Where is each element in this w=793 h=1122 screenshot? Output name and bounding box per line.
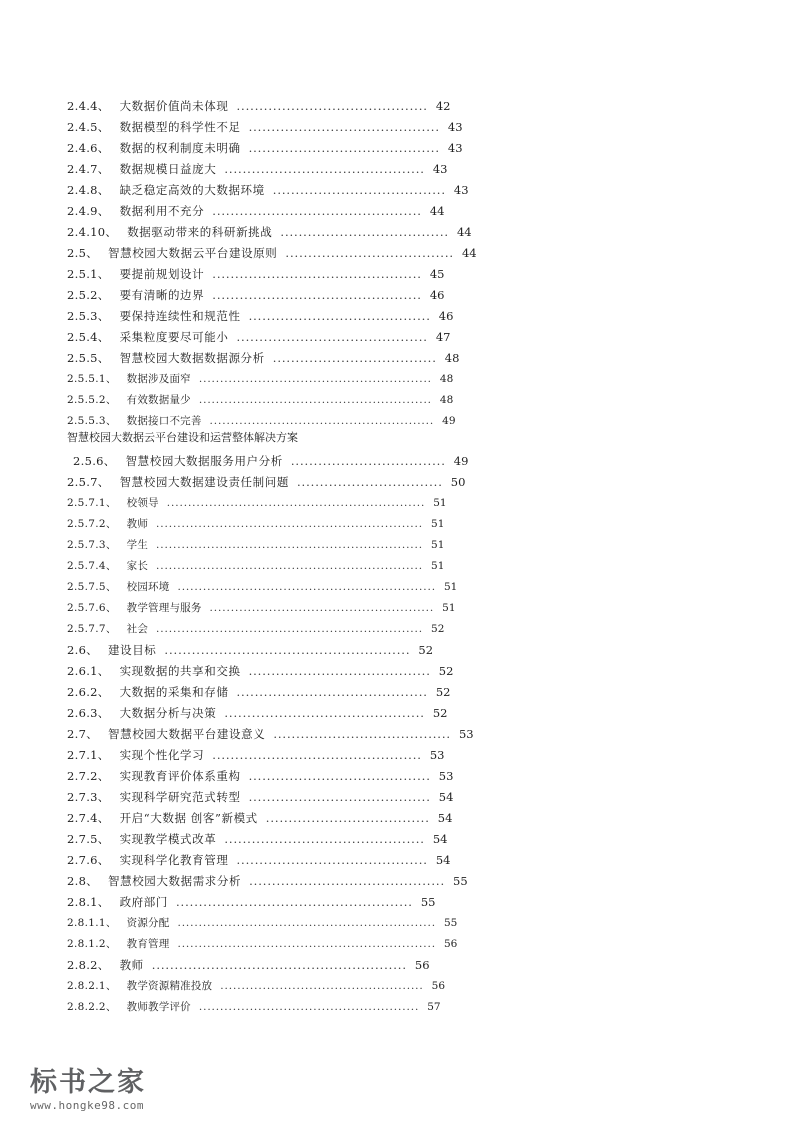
running-header: 智慧校园大数据云平台建设和运营整体解决方案 — [67, 431, 298, 444]
toc-entry-page: 46 — [429, 288, 445, 302]
toc-entry-number: 2.4.9、 — [67, 204, 110, 218]
toc-entry-page: 43 — [447, 141, 463, 155]
toc-entry-leader-dots: ..................................... — [285, 246, 454, 260]
toc-entry-title: 校领导 — [126, 497, 159, 509]
toc-entry[interactable] — [67, 201, 444, 221]
toc-entry-page: 42 — [435, 99, 451, 113]
toc-entry-title: 教学资源精准投放 — [126, 980, 213, 992]
toc-entry-leader-dots: ............................................ — [224, 832, 425, 846]
toc-entry-number: 2.8.2、 — [67, 958, 110, 972]
toc-entry-page: 52 — [438, 664, 454, 678]
toc-entry-leader-dots: ..................................... — [280, 225, 449, 239]
toc-entry-page: 51 — [443, 581, 458, 593]
toc-entry-leader-dots: .......................................... — [236, 685, 428, 699]
toc-entry-page: 51 — [442, 602, 456, 614]
toc-entry-number: 2.4.6、 — [67, 141, 110, 155]
toc-entry[interactable] — [67, 766, 453, 786]
toc-entry-number: 2.5.5、 — [67, 351, 110, 365]
toc-entry-number: 2.8.2.1、 — [67, 980, 117, 992]
toc-entry[interactable] — [67, 327, 450, 347]
toc-entry-page: 50 — [450, 475, 466, 489]
toc-entry[interactable] — [67, 285, 444, 305]
toc-entry-leader-dots: ........................................ — [248, 309, 431, 323]
toc-entry-number: 2.4.4、 — [67, 99, 110, 113]
toc-entry[interactable] — [67, 787, 453, 807]
toc-entry-title: 实现教学模式改革 — [119, 832, 217, 846]
toc-entry-title: 教学管理与服务 — [126, 602, 202, 614]
toc-entry[interactable] — [67, 243, 477, 263]
toc-entry-leader-dots: ....................................................... — [198, 373, 432, 385]
toc-entry-page: 52 — [432, 706, 448, 720]
toc-entry[interactable] — [67, 306, 453, 326]
toc-entry-leader-dots: ............................................ — [224, 706, 425, 720]
toc-entry[interactable] — [67, 745, 444, 765]
toc-entry-leader-dots: .................................. — [290, 454, 446, 468]
toc-entry-number: 2.5.7、 — [67, 475, 110, 489]
toc-entry-title: 社会 — [126, 623, 149, 635]
toc-entry[interactable] — [67, 159, 447, 179]
toc-entry-title: 政府部门 — [119, 895, 168, 909]
toc-entry-leader-dots: .................................................... — [198, 1001, 420, 1013]
watermark-logo — [30, 1066, 190, 1116]
toc-entry-page: 55 — [453, 874, 468, 888]
toc-entry-number: 2.5、 — [67, 246, 98, 260]
toc-entry-leader-dots: ........................................ — [248, 769, 431, 783]
toc-entry-title: 数据模型的科学性不足 — [119, 120, 241, 134]
toc-entry[interactable] — [67, 348, 459, 368]
toc-entry-title: 开启“大数据 创客”新模式 — [119, 811, 258, 825]
toc-entry-page: 57 — [427, 1001, 441, 1013]
toc-entry-title: 数据接口不完善 — [126, 415, 202, 427]
toc-entry-leader-dots: .............................................. — [212, 204, 422, 218]
toc-entry-page: 53 — [429, 748, 445, 762]
toc-entry-title: 要有清晰的边界 — [119, 288, 205, 302]
toc-entry-number: 2.8.1.2、 — [67, 938, 117, 950]
toc-entry-number: 2.8.1.1、 — [67, 917, 117, 929]
toc-entry-title: 大数据分析与决策 — [119, 706, 217, 720]
toc-entry-title: 教育管理 — [126, 938, 170, 950]
toc-entry[interactable] — [67, 390, 453, 410]
toc-entry-page: 55 — [420, 895, 436, 909]
toc-entry-page: 54 — [438, 790, 454, 804]
toc-entry-leader-dots: .................................... — [265, 811, 430, 825]
toc-entry[interactable] — [67, 976, 445, 996]
toc-entry[interactable] — [67, 535, 444, 555]
toc-entry-title: 缺乏稳定高效的大数据环境 — [119, 183, 265, 197]
toc-entry[interactable] — [67, 955, 430, 975]
toc-entry-number: 2.4.8、 — [67, 183, 110, 197]
toc-entry[interactable] — [67, 661, 453, 681]
toc-entry-leader-dots: ................................ — [296, 475, 443, 489]
toc-entry[interactable] — [67, 96, 450, 116]
toc-entry-title: 教师 — [119, 958, 144, 972]
toc-entry-page: 56 — [443, 938, 458, 950]
toc-entry-number: 2.5.7.1、 — [67, 497, 117, 509]
toc-entry-page: 44 — [456, 225, 472, 239]
toc-entry-number: 2.5.7.6、 — [67, 602, 117, 614]
toc-entry-page: 51 — [433, 497, 447, 509]
toc-entry-title: 实现教育评价体系重构 — [119, 769, 241, 783]
toc-entry-leader-dots: ........................................ — [248, 664, 431, 678]
toc-entry-leader-dots: .............................................. — [212, 288, 422, 302]
toc-entry-number: 2.7.4、 — [67, 811, 110, 825]
toc-entry-title: 教师 — [126, 518, 149, 530]
toc-entry-title: 实现科学研究范式转型 — [119, 790, 241, 804]
toc-entry-page: 45 — [429, 267, 445, 281]
toc-entry-title: 智慧校园大数据平台建设意义 — [108, 727, 266, 741]
toc-entry-leader-dots: ............................................................. — [177, 938, 436, 950]
toc-entry-leader-dots: ............................................................. — [166, 497, 426, 509]
toc-entry-title: 有效数据量少 — [126, 394, 191, 406]
toc-entry-leader-dots: ..................................................... — [209, 415, 435, 427]
toc-entry-page: 52 — [431, 623, 445, 635]
logo-text: 标书之家 — [30, 1067, 146, 1098]
toc-entry-leader-dots: ....................................... — [273, 727, 451, 741]
toc-entry-title: 智慧校园大数据建设责任制问题 — [119, 475, 289, 489]
toc-entry[interactable] — [67, 892, 436, 912]
toc-entry-title: 要保持连续性和规范性 — [119, 309, 241, 323]
toc-entry-number: 2.5.4、 — [67, 330, 110, 344]
toc-entry-page: 52 — [418, 643, 434, 657]
toc-entry-page: 51 — [431, 560, 445, 572]
toc-entry-leader-dots: ............................................................... — [156, 518, 424, 530]
toc-entry-number: 2.8.2.2、 — [67, 1001, 117, 1013]
toc-entry-page: 54 — [432, 832, 448, 846]
toc-entry[interactable] — [67, 138, 463, 158]
toc-entry-number: 2.5.6、 — [73, 454, 116, 468]
toc-entry-number: 2.8.1、 — [67, 895, 110, 909]
toc-entry-page: 49 — [442, 415, 456, 427]
toc-entry-leader-dots: .......................................... — [248, 141, 440, 155]
toc-entry-leader-dots: .......................................... — [236, 853, 428, 867]
toc-entry-page: 56 — [431, 980, 446, 992]
toc-entry-title: 建设目标 — [108, 643, 157, 657]
toc-entry-number: 2.6.3、 — [67, 706, 110, 720]
toc-entry[interactable] — [67, 619, 444, 639]
toc-entry-leader-dots: .............................................. — [212, 748, 422, 762]
toc-entry-leader-dots: ................................................ — [220, 980, 424, 992]
toc-entry-title: 实现科学化教育管理 — [119, 853, 229, 867]
toc-entry-leader-dots: ...................................... — [272, 183, 446, 197]
toc-entry[interactable] — [67, 640, 433, 660]
toc-entry-number: 2.5.7.3、 — [67, 539, 117, 551]
toc-entry-page: 48 — [439, 394, 454, 406]
toc-entry-leader-dots: .......................................... — [236, 330, 428, 344]
toc-entry-page: 46 — [438, 309, 454, 323]
toc-entry-page: 47 — [435, 330, 451, 344]
toc-entry[interactable] — [67, 913, 457, 933]
toc-entry-page: 43 — [432, 162, 448, 176]
toc-entry-page: 51 — [431, 539, 445, 551]
toc-entry-page: 53 — [438, 769, 454, 783]
toc-entry-leader-dots: ........................................ — [248, 790, 431, 804]
toc-entry-page: 43 — [453, 183, 469, 197]
toc-entry-page: 51 — [431, 518, 445, 530]
toc-entry-number: 2.5.5.1、 — [67, 373, 117, 385]
toc-entry-number: 2.8、 — [67, 874, 98, 888]
toc-entry[interactable] — [67, 556, 444, 576]
toc-entry-leader-dots: ............................................ — [224, 162, 425, 176]
toc-entry-number: 2.7.2、 — [67, 769, 110, 783]
toc-entry[interactable] — [67, 934, 457, 954]
toc-entry[interactable] — [67, 180, 469, 200]
toc-entry-page: 54 — [435, 853, 451, 867]
toc-entry-leader-dots: ...................................................... — [164, 643, 411, 657]
toc-entry-leader-dots: ............................................................... — [156, 623, 424, 635]
toc-entry-number: 2.7.1、 — [67, 748, 110, 762]
toc-entry-title: 家长 — [126, 560, 149, 572]
toc-entry-leader-dots: ............................................................... — [156, 560, 424, 572]
toc-entry[interactable] — [67, 264, 444, 284]
toc-entry-title: 数据规模日益庞大 — [119, 162, 217, 176]
toc-entry-page: 54 — [437, 811, 453, 825]
toc-entry-number: 2.4.10、 — [67, 225, 118, 239]
toc-entry-number: 2.4.7、 — [67, 162, 110, 176]
toc-entry[interactable] — [67, 577, 457, 597]
toc-entry[interactable] — [67, 703, 447, 723]
toc-entry-leader-dots: ..................................................... — [209, 602, 435, 614]
toc-entry[interactable] — [67, 871, 468, 891]
toc-entry[interactable] — [67, 850, 450, 870]
toc-entry-title: 校园环境 — [126, 581, 170, 593]
toc-entry-page: 48 — [444, 351, 460, 365]
toc-entry-title: 要提前规划设计 — [119, 267, 205, 281]
toc-entry[interactable] — [67, 472, 465, 492]
toc-entry-title: 学生 — [126, 539, 149, 551]
toc-entry[interactable] — [67, 829, 447, 849]
toc-entry-title: 智慧校园大数据云平台建设原则 — [108, 246, 278, 260]
toc-entry-number: 2.5.7.4、 — [67, 560, 117, 572]
toc-entry-leader-dots: ............................................................. — [177, 581, 436, 593]
toc-entry-number: 2.4.5、 — [67, 120, 110, 134]
toc-entry-number: 2.5.7.7、 — [67, 623, 117, 635]
toc-entry-title: 智慧校园大数据需求分析 — [108, 874, 242, 888]
toc-entry-leader-dots: .......................................... — [236, 99, 428, 113]
toc-entry-title: 实现个性化学习 — [119, 748, 205, 762]
toc-entry-title: 数据的权利制度未明确 — [119, 141, 241, 155]
toc-entry[interactable] — [67, 997, 441, 1017]
toc-entry-page: 43 — [447, 120, 463, 134]
toc-entry-page: 44 — [461, 246, 477, 260]
toc-entry-title: 数据驱动带来的科研新挑战 — [127, 225, 273, 239]
toc-entry-leader-dots: .................................... — [272, 351, 437, 365]
toc-entry-title: 大数据的采集和存储 — [119, 685, 229, 699]
toc-entry-number: 2.5.1、 — [67, 267, 110, 281]
toc-entry-page: 44 — [429, 204, 445, 218]
toc-entry-page: 48 — [439, 373, 454, 385]
toc-entry-leader-dots: ............................................................. — [177, 917, 436, 929]
toc-entry-page: 53 — [458, 727, 474, 741]
toc-entry-leader-dots: ........................................................ — [151, 958, 407, 972]
toc-entry-leader-dots: .................................................... — [175, 895, 413, 909]
toc-entry-title: 采集粒度要尽可能小 — [119, 330, 229, 344]
toc-entry-leader-dots: ....................................................... — [198, 394, 432, 406]
toc-entry-number: 2.6、 — [67, 643, 98, 657]
toc-entry-title: 数据涉及面窄 — [126, 373, 191, 385]
toc-entry-title: 实现数据的共享和交换 — [119, 664, 241, 678]
toc-entry-title: 大数据价值尚未体现 — [119, 99, 229, 113]
toc-entry-number: 2.5.3、 — [67, 309, 110, 323]
toc-entry-number: 2.7.6、 — [67, 853, 110, 867]
toc-entry-number: 2.5.5.3、 — [67, 415, 117, 427]
toc-entry-number: 2.6.2、 — [67, 685, 110, 699]
toc-entry-leader-dots: ........................................... — [249, 874, 445, 888]
toc-entry[interactable] — [67, 493, 447, 513]
toc-entry-number: 2.5.5.2、 — [67, 394, 117, 406]
toc-entry-number: 2.5.7.2、 — [67, 518, 117, 530]
toc-entry-number: 2.5.2、 — [67, 288, 110, 302]
toc-entry-number: 2.5.7.5、 — [67, 581, 117, 593]
toc-entry-number: 2.7.3、 — [67, 790, 110, 804]
toc-entry[interactable] — [67, 369, 453, 389]
toc-entry[interactable] — [67, 808, 452, 828]
toc-entry-title: 教师教学评价 — [126, 1001, 191, 1013]
toc-entry-title: 数据利用不充分 — [119, 204, 205, 218]
toc-entry-number: 2.6.1、 — [67, 664, 110, 678]
toc-entry[interactable] — [67, 117, 463, 137]
toc-entry[interactable] — [67, 724, 474, 744]
toc-entry-number: 2.7、 — [67, 727, 98, 741]
toc-entry-page: 52 — [435, 685, 451, 699]
logo-url: www.hongke98.com — [30, 1099, 144, 1112]
toc-entry-page: 56 — [414, 958, 430, 972]
toc-entry-page: 49 — [453, 454, 469, 468]
toc-entry-page: 55 — [443, 917, 458, 929]
toc-entry-leader-dots: .............................................. — [212, 267, 422, 281]
toc-entry[interactable] — [67, 514, 444, 534]
toc-entry-title: 资源分配 — [126, 917, 170, 929]
toc-entry[interactable] — [67, 682, 450, 702]
toc-entry-number: 2.7.5、 — [67, 832, 110, 846]
toc-entry-title: 智慧校园大数据数据源分析 — [119, 351, 265, 365]
toc-entry[interactable] — [73, 451, 468, 471]
toc-entry-title: 智慧校园大数据服务用户分析 — [125, 454, 283, 468]
toc-entry[interactable] — [67, 222, 472, 242]
toc-entry[interactable] — [67, 598, 456, 618]
toc-entry-leader-dots: ............................................................... — [156, 539, 424, 551]
toc-entry-leader-dots: .......................................... — [248, 120, 440, 134]
